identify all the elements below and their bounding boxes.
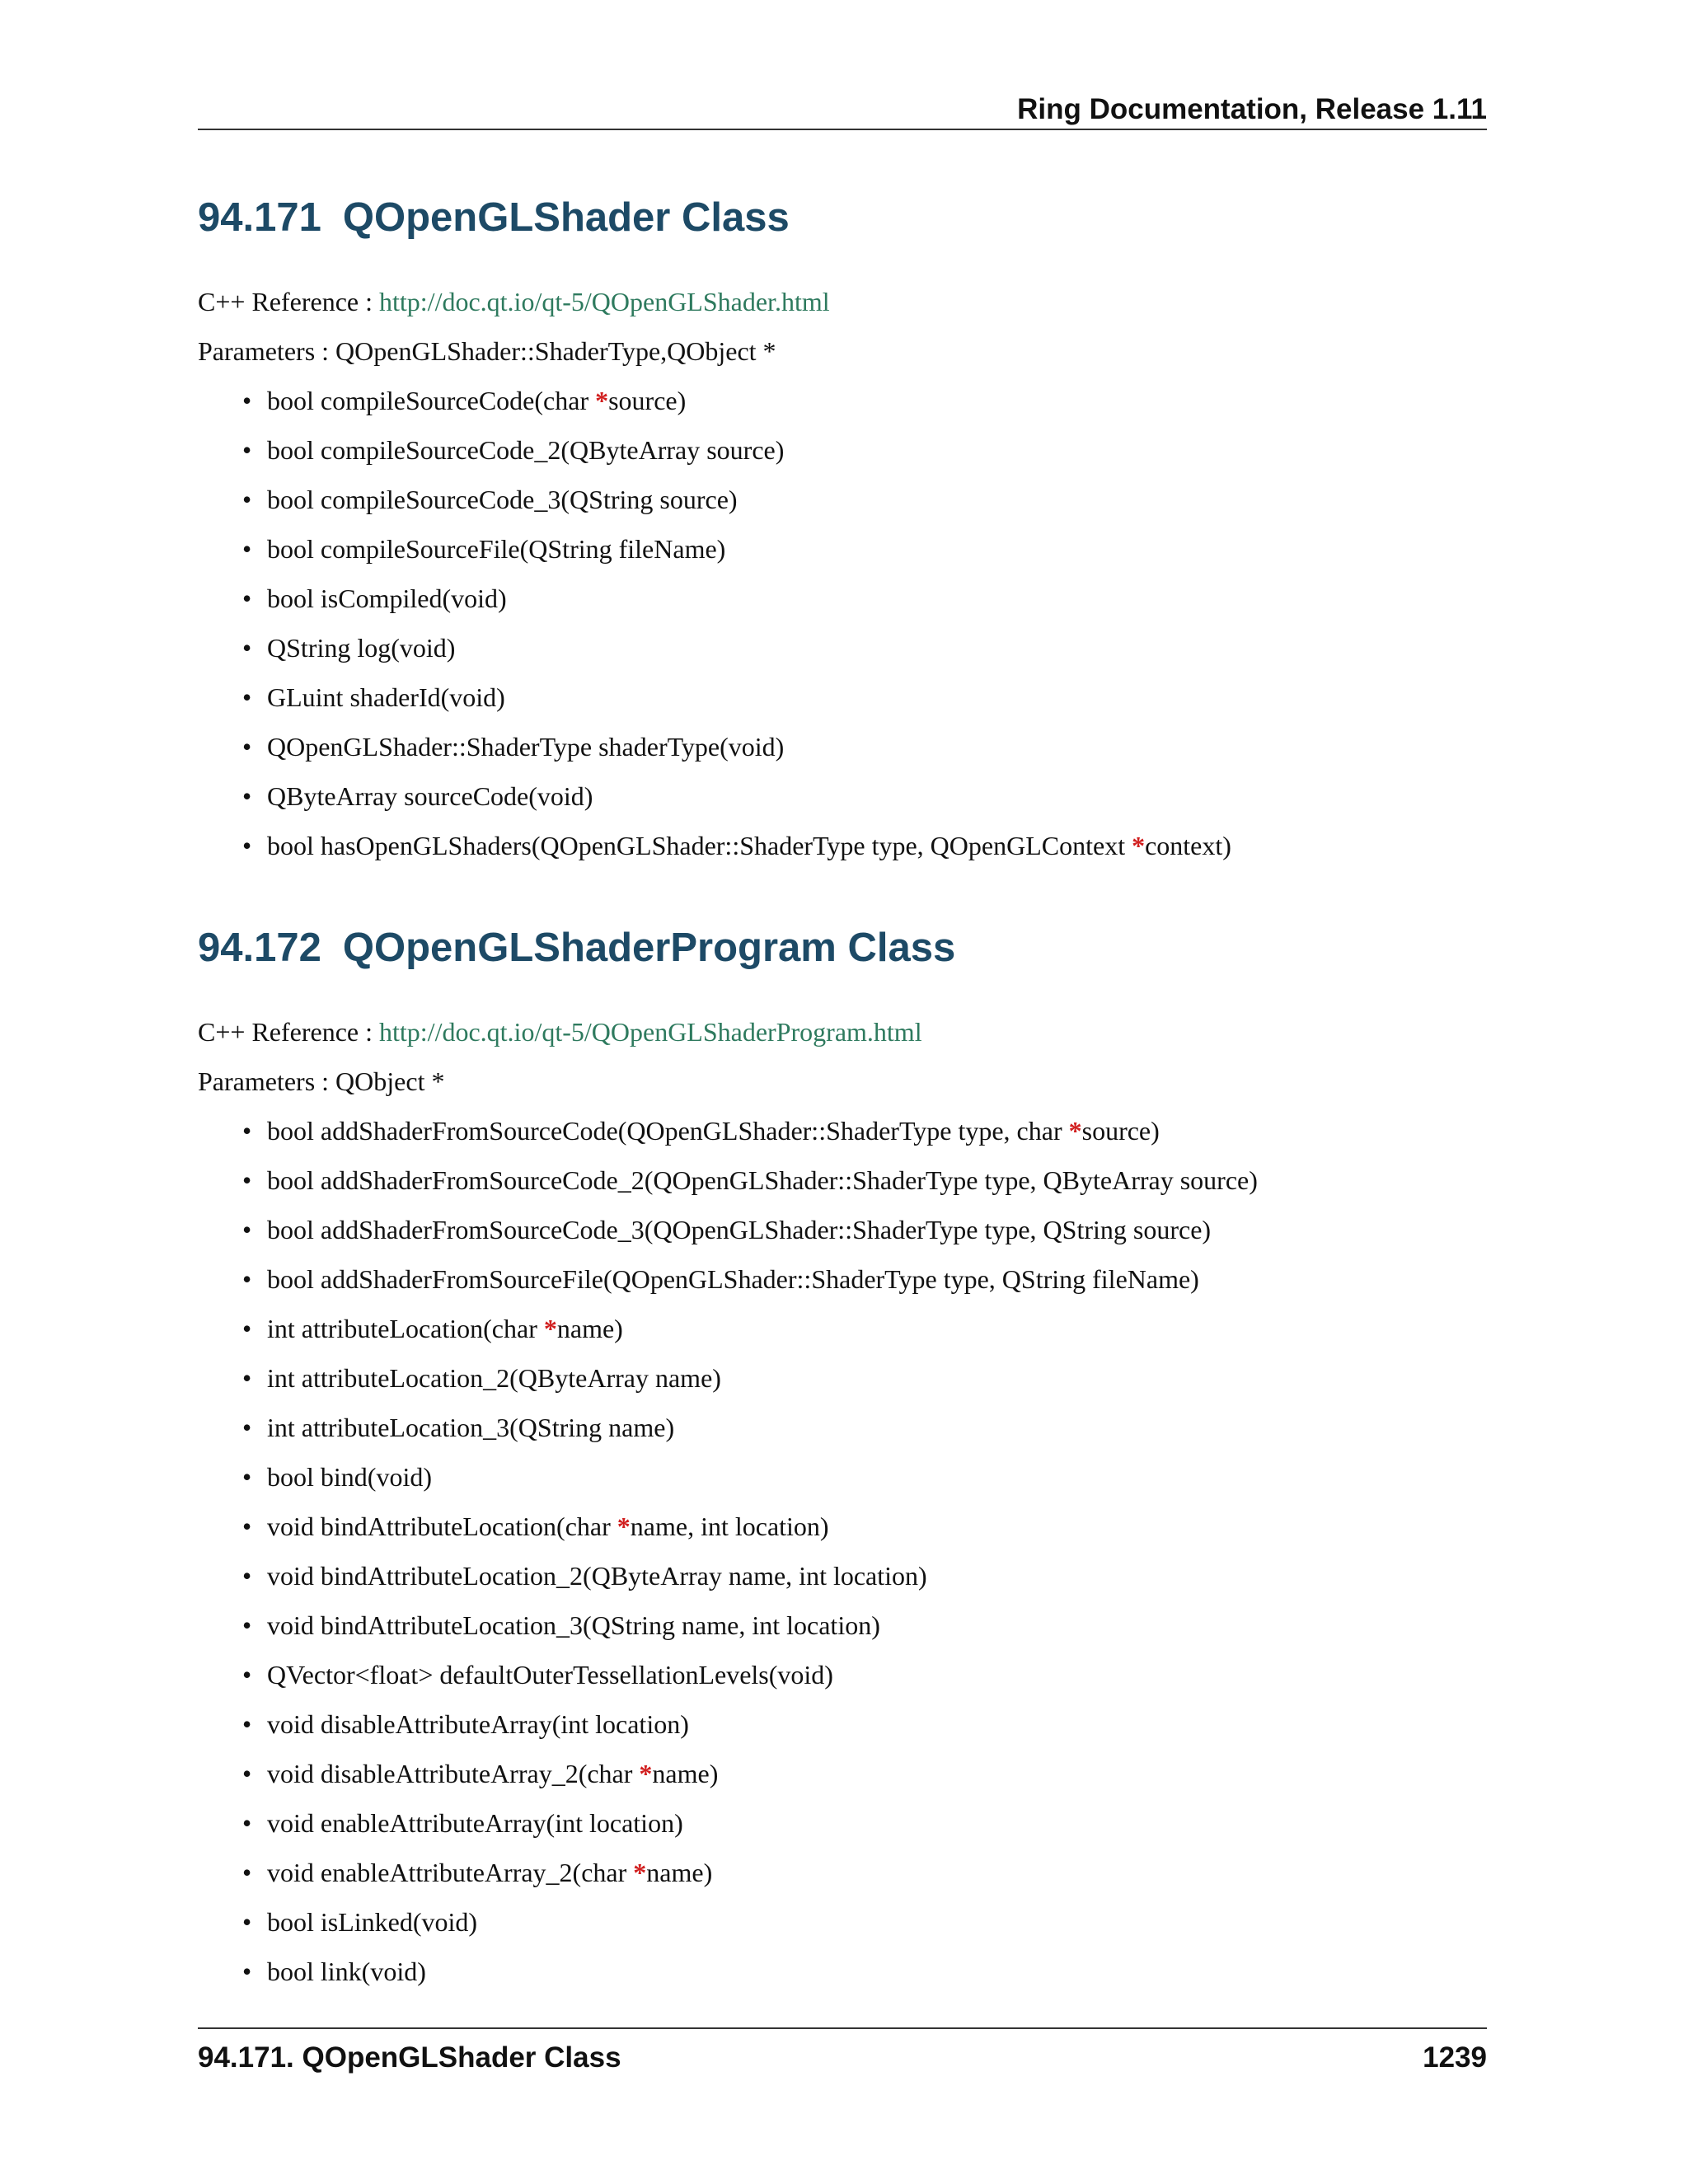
bullet-icon: •: [242, 831, 252, 860]
method-signature: bool addShaderFromSourceCode_3(QOpenGLShader::ShaderType type, QString source): [267, 1215, 1212, 1244]
parameters-line: Parameters : QOpenGLShader::ShaderType,QObject *: [198, 336, 776, 366]
bullet-icon: •: [242, 534, 252, 564]
method-signature: void bindAttributeLocation_2(QByteArray name, int location): [267, 1561, 927, 1591]
method-item: [198, 1114, 1258, 1164]
bullet-icon: •: [242, 583, 252, 613]
bullet-icon: •: [242, 1413, 252, 1442]
method-signature: bool addShaderFromSourceFile(QOpenGLShader::ShaderType type, QString fileName): [267, 1264, 1199, 1294]
bullet-icon: •: [242, 1215, 252, 1244]
pointer-star: *: [595, 386, 609, 415]
method-item: [198, 1263, 1258, 1312]
bullet-icon: •: [242, 781, 252, 811]
method-item: [198, 384, 1231, 434]
method-list: [198, 384, 1231, 879]
method-item: [198, 1856, 1258, 1905]
method-signature: bool bind(void): [267, 1462, 432, 1492]
method-signature: bool compileSourceFile(QString fileName): [267, 534, 726, 564]
bullet-icon: •: [242, 1660, 252, 1690]
page-number: 1239: [1423, 2041, 1487, 2074]
method-item: [198, 1905, 1258, 1955]
method-item: [198, 434, 1231, 483]
cpp-reference-line: [198, 1015, 922, 1048]
method-signature: void enableAttributeArray(int location): [267, 1808, 683, 1838]
pointer-star: *: [543, 1314, 557, 1343]
method-item: [198, 1460, 1258, 1510]
bullet-icon: •: [242, 1264, 252, 1294]
method-signature: int attributeLocation(char: [267, 1314, 544, 1343]
cpp-reference-label: C++ Reference :: [198, 287, 379, 316]
method-signature: bool compileSourceCode(char: [267, 386, 596, 415]
method-item: [198, 1361, 1258, 1411]
method-item: [198, 1559, 1258, 1609]
method-signature-tail: name): [652, 1759, 719, 1788]
method-item: [198, 730, 1231, 780]
parameters-line: Parameters : QObject *: [198, 1066, 445, 1096]
section-heading-qopenglshader: [198, 193, 790, 242]
method-signature: QString log(void): [267, 633, 456, 663]
method-item: [198, 1411, 1258, 1460]
method-signature: void bindAttributeLocation_3(QString name, int location): [267, 1610, 880, 1640]
section-title: QOpenGLShaderProgram Class: [342, 926, 956, 970]
method-signature-tail: name): [646, 1858, 713, 1887]
bullet-icon: •: [242, 1462, 252, 1492]
method-signature: void enableAttributeArray_2(char: [267, 1858, 634, 1887]
method-signature: GLuint shaderId(void): [267, 682, 505, 712]
method-signature: bool addShaderFromSourceCode(QOpenGLShader::ShaderType type, char: [267, 1116, 1069, 1146]
method-list: [198, 1114, 1258, 2004]
method-item: [198, 1955, 1258, 2004]
section-heading-qopenglshaderprogram: [198, 923, 955, 972]
method-item: [198, 1609, 1258, 1658]
method-item: [198, 780, 1231, 829]
pointer-star: *: [617, 1511, 631, 1541]
method-signature-tail: name): [556, 1314, 623, 1343]
pointer-star: *: [633, 1858, 647, 1887]
running-header: [198, 92, 1487, 130]
method-item: [198, 582, 1231, 631]
bullet-icon: •: [242, 1907, 252, 1937]
cpp-reference-line: [198, 285, 830, 318]
pointer-star: *: [1068, 1116, 1082, 1146]
cpp-reference-link[interactable]: http://doc.qt.io/qt-5/QOpenGLShader.html: [379, 287, 830, 316]
method-item: [198, 1757, 1258, 1807]
method-signature: bool hasOpenGLShaders(QOpenGLShader::ShaderType type, QOpenGLContext: [267, 831, 1132, 860]
method-item: [198, 1658, 1258, 1708]
bullet-icon: •: [242, 682, 252, 712]
method-signature-tail: context): [1145, 831, 1231, 860]
method-item: [198, 829, 1231, 879]
method-signature: int attributeLocation_3(QString name): [267, 1413, 675, 1442]
bullet-icon: •: [242, 1116, 252, 1146]
document-title: Ring Documentation, Release 1.11: [1017, 93, 1487, 125]
footer-section-label: 94.171. QOpenGLShader Class: [198, 2041, 621, 2074]
method-signature: void bindAttributeLocation(char: [267, 1511, 617, 1541]
bullet-icon: •: [242, 1363, 252, 1393]
method-item: [198, 1213, 1258, 1263]
method-item: [198, 1510, 1258, 1559]
bullet-icon: •: [242, 1511, 252, 1541]
method-item: [198, 1708, 1258, 1757]
bullet-icon: •: [242, 1808, 252, 1838]
method-item: [198, 483, 1231, 532]
cpp-reference-link[interactable]: http://doc.qt.io/qt-5/QOpenGLShaderProgram.html: [379, 1017, 922, 1047]
bullet-icon: •: [242, 485, 252, 514]
bullet-icon: •: [242, 1610, 252, 1640]
section-number: 94.171: [198, 195, 321, 240]
method-signature-tail: source): [608, 386, 687, 415]
bullet-icon: •: [242, 1314, 252, 1343]
document-page: [198, 0, 1487, 2184]
method-item: [198, 1312, 1258, 1361]
method-signature: bool link(void): [267, 1957, 426, 1986]
bullet-icon: •: [242, 633, 252, 663]
method-item: [198, 631, 1231, 681]
method-signature: QVector<float> defaultOuterTessellationLevels(void): [267, 1660, 833, 1690]
section-title: QOpenGLShader Class: [342, 195, 790, 240]
method-item: [198, 1807, 1258, 1856]
bullet-icon: •: [242, 1759, 252, 1788]
bullet-icon: •: [242, 386, 252, 415]
method-signature: bool addShaderFromSourceCode_2(QOpenGLShader::ShaderType type, QByteArray source): [267, 1165, 1258, 1195]
running-footer: [198, 2027, 1487, 2074]
section-number: 94.172: [198, 926, 321, 970]
method-signature: QOpenGLShader::ShaderType shaderType(void): [267, 732, 785, 762]
method-signature: void disableAttributeArray_2(char: [267, 1759, 640, 1788]
method-signature: int attributeLocation_2(QByteArray name): [267, 1363, 721, 1393]
method-item: [198, 681, 1231, 730]
method-signature: QByteArray sourceCode(void): [267, 781, 593, 811]
bullet-icon: •: [242, 1957, 252, 1986]
method-signature: void disableAttributeArray(int location): [267, 1709, 689, 1739]
bullet-icon: •: [242, 1561, 252, 1591]
method-signature-tail: name, int location): [630, 1511, 829, 1541]
pointer-star: *: [639, 1759, 653, 1788]
method-signature: bool isLinked(void): [267, 1907, 478, 1937]
bullet-icon: •: [242, 1858, 252, 1887]
method-signature-tail: source): [1081, 1116, 1160, 1146]
method-signature: bool compileSourceCode_2(QByteArray source): [267, 435, 785, 465]
method-item: [198, 1164, 1258, 1213]
bullet-icon: •: [242, 435, 252, 465]
bullet-icon: •: [242, 1165, 252, 1195]
method-item: [198, 532, 1231, 582]
bullet-icon: •: [242, 732, 252, 762]
cpp-reference-label: C++ Reference :: [198, 1017, 379, 1047]
bullet-icon: •: [242, 1709, 252, 1739]
method-signature: bool isCompiled(void): [267, 583, 507, 613]
pointer-star: *: [1132, 831, 1146, 860]
method-signature: bool compileSourceCode_3(QString source): [267, 485, 738, 514]
